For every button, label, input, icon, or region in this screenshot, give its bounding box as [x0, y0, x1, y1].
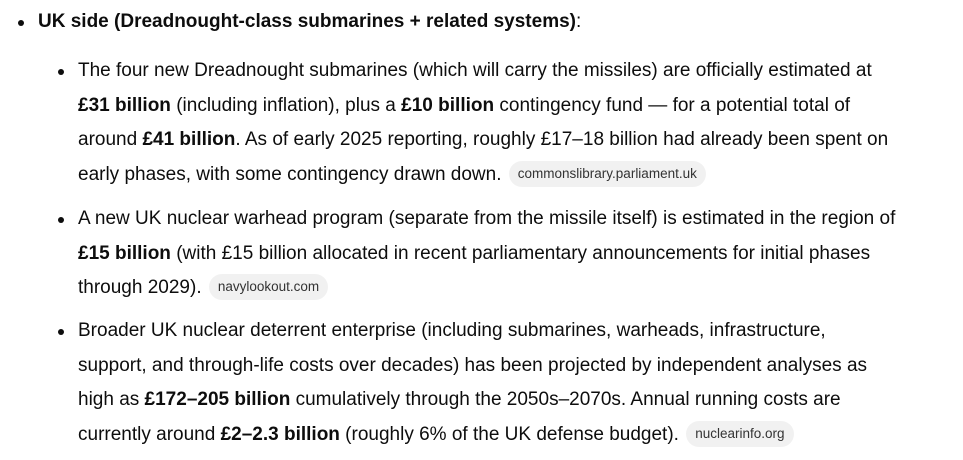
text-run: Broader UK nuclear deterrent enterprise (including submarines, warheads, infrastructure,: [78, 320, 826, 341]
text-run: contingency fund — for a potential total of: [494, 94, 851, 116]
section-heading-text: UK side (Dreadnought-class submarines + related systems): [38, 11, 576, 32]
text-run: around: [78, 129, 143, 150]
source-citation-chip[interactable]: navylookout.com: [209, 274, 328, 300]
text-run: A new UK nuclear warhead program (separate from the missile itself) is estimated in the region of: [78, 208, 896, 229]
bold-figure: £172–205 billion: [144, 389, 291, 410]
source-citation-chip[interactable]: nuclearinfo.org: [686, 421, 793, 447]
bullet-icon: [58, 329, 64, 335]
text-line: [78, 202, 958, 237]
text-line: [78, 383, 958, 418]
list-item-body: [78, 202, 958, 306]
text-run: currently around: [78, 423, 221, 445]
list-item-warhead: [58, 202, 958, 306]
list-item-body: [78, 54, 958, 192]
text-line: [78, 271, 958, 306]
bold-figure: £41 billion: [142, 129, 236, 150]
text-line: [78, 418, 958, 453]
bold-figure: £10 billion: [401, 94, 495, 116]
text-run: cumulatively through the 2050s–2070s. Annual running costs are: [290, 389, 841, 410]
text-run: The four new Dreadnought submarines (which will carry the missiles) are officially estimated at: [78, 60, 872, 81]
bullet-icon: [58, 217, 64, 223]
text-line: [78, 158, 958, 193]
bold-figure: £15 billion: [78, 242, 171, 264]
list-item-body: [78, 314, 958, 452]
bold-figure: £31 billion: [78, 94, 171, 116]
text-run: early phases, with some contingency drawn down.: [78, 163, 507, 185]
text-run: support, and through-life costs over decades) has been projected by independent analyses as: [78, 354, 868, 376]
list-item-enterprise: [58, 314, 958, 452]
text-run: (including inflation), plus a: [170, 94, 402, 116]
text-run: through 2029).: [78, 277, 207, 298]
heading-colon: :: [575, 11, 582, 32]
text-run: (with £15 billion allocated in recent parliamentary announcements for initial phases: [170, 242, 871, 264]
text-line: [78, 314, 958, 349]
text-run: (roughly 6% of the UK defense budget).: [339, 423, 685, 445]
list-item-dreadnought: [58, 54, 958, 192]
text-line: [78, 89, 958, 124]
text-line: [78, 349, 958, 384]
bold-figure: £2–2.3 billion: [220, 423, 340, 445]
text-run: . As of early 2025 reporting, roughly £17–18 billion had already been spent on: [235, 129, 889, 150]
text-line: [78, 54, 958, 89]
section-heading: [18, 8, 581, 36]
bullet-icon: [58, 69, 64, 75]
text-run: high as: [78, 389, 145, 410]
text-line: [78, 123, 958, 158]
bullet-icon: [18, 20, 24, 26]
source-citation-chip[interactable]: commonslibrary.parliament.uk: [509, 161, 706, 187]
text-line: [78, 237, 958, 272]
